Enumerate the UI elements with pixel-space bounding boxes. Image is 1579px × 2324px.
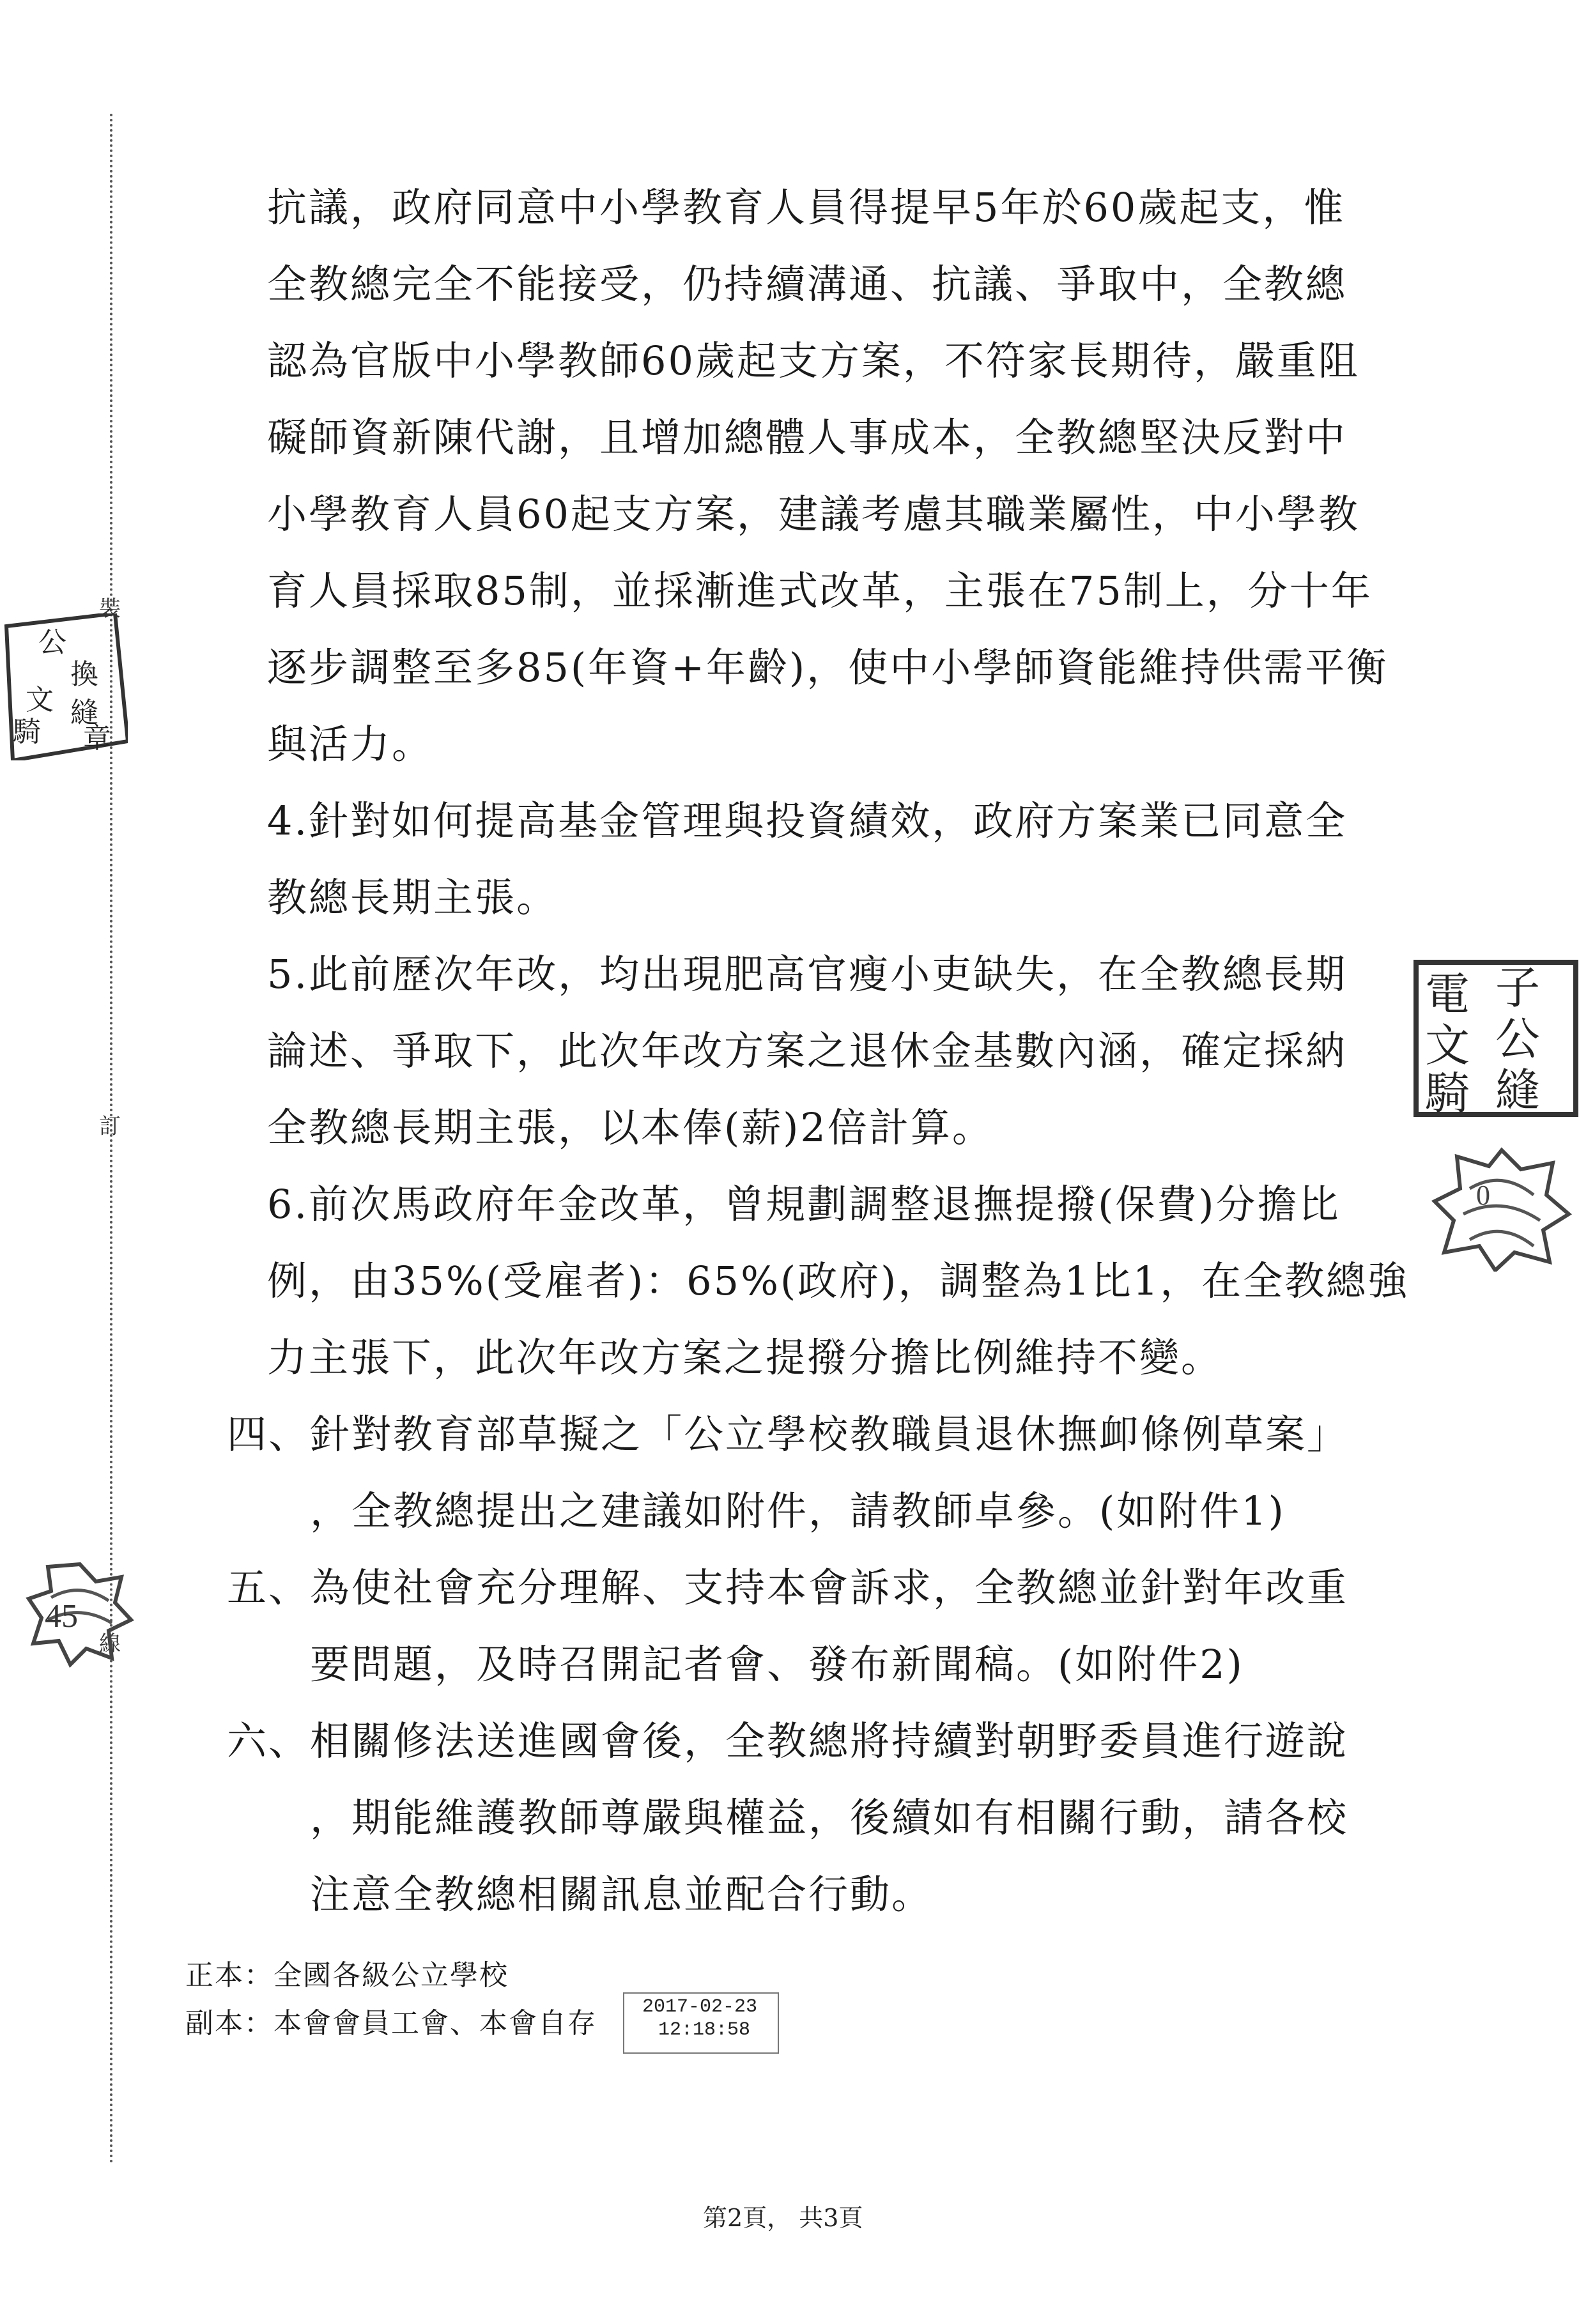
body-line: 礙師資新陳代謝，且增加總體人事成本，全教總堅決反對中	[267, 414, 1348, 461]
distribution-copy: 副本：本會會員工會、本會自存	[185, 2007, 597, 2040]
left-seam-stamp	[0, 613, 128, 760]
body-line: 注意全教總相關訊息並配合行動。	[310, 1871, 934, 1918]
left-ornamental-seal	[26, 1559, 134, 1668]
svg-text:縫: 縫	[70, 696, 98, 729]
timestamp-time: 12:18:58	[658, 2019, 751, 2041]
binding-char-zhuang: 裝	[99, 596, 121, 622]
left-seal-number: 45	[45, 1598, 78, 1635]
body-line: 全教總完全不能接受，仍持續溝通、抗議、爭取中，全教總	[267, 261, 1348, 307]
svg-text:文: 文	[1425, 1019, 1470, 1072]
body-line: 論述、爭取下，此次年改方案之退休金基數內涵，確定採納	[267, 1027, 1348, 1074]
body-line: ，全教總提出之建議如附件，請教師卓參。(如附件1)	[310, 1488, 1286, 1534]
svg-text:縫: 縫	[1495, 1064, 1540, 1116]
timestamp-date: 2017-02-23	[642, 1996, 758, 2018]
right-seal-number: 0	[1476, 1180, 1490, 1211]
right-ornamental-seal	[1431, 1144, 1572, 1272]
svg-text:文: 文	[26, 684, 54, 716]
svg-text:騎: 騎	[13, 716, 41, 748]
svg-text:公: 公	[1495, 1013, 1540, 1065]
svg-text:子: 子	[1495, 962, 1540, 1014]
body-line: ，期能維護教師尊嚴與權益，後續如有相關行動，請各校	[310, 1794, 1349, 1841]
body-line: 小學教育人員60起支方案，建議考慮其職業屬性，中小學教	[267, 491, 1360, 537]
body-line: 與活力。	[267, 721, 434, 767]
body-line: 4.針對如何提高基金管理與投資績效，政府方案業已同意全	[267, 797, 1348, 844]
body-line: 5.此前歷次年改，均出現肥高官瘦小吏缺失，在全教總長期	[267, 951, 1348, 997]
body-line: 全教總長期主張，以本俸(薪)2倍計算。	[267, 1104, 994, 1151]
svg-text:電: 電	[1425, 968, 1470, 1020]
body-line: 要問題，及時召開記者會、發布新聞稿。(如附件2)	[310, 1641, 1244, 1688]
body-line: 力主張下，此次年改方案之提撥分擔比例維持不變。	[267, 1334, 1223, 1381]
binding-char-ding: 訂	[99, 1114, 121, 1139]
body-line: 四、針對教育部草擬之「公立學校教職員退休撫卹條例草案」	[227, 1411, 1349, 1458]
page-number: 第2頁， 共3頁	[703, 2204, 863, 2232]
body-line: 例，由35%(受雇者)：65%(政府)，調整為1比1，在全教總強	[267, 1258, 1410, 1304]
body-line: 五、為使社會充分理解、支持本會訴求，全教總並針對年改重	[227, 1564, 1349, 1611]
body-line: 六、相關修法送進國會後，全教總將持續對朝野委員進行遊說	[227, 1718, 1349, 1764]
svg-text:公: 公	[38, 626, 66, 659]
body-line: 6.前次馬政府年金改革，曾規劃調整退撫提撥(保費)分擔比	[267, 1181, 1341, 1227]
body-line: 認為官版中小學教師60歲起支方案，不符家長期待，嚴重阻	[267, 337, 1360, 384]
body-line: 逐步調整至多85(年資+年齡)，使中小學師資能維持供需平衡	[267, 644, 1389, 691]
right-seam-stamp	[1412, 958, 1579, 1118]
svg-text:騎: 騎	[1425, 1067, 1470, 1118]
binding-char-xian: 線	[99, 1631, 121, 1657]
body-line: 抗議，政府同意中小學教育人員得提早5年於60歲起支，惟	[267, 184, 1346, 231]
svg-text:章: 章	[83, 722, 111, 755]
distribution-primary: 正本：全國各級公立學校	[185, 1959, 509, 1992]
body-line: 育人員採取85制，並採漸進式改革，主張在75制上，分十年	[267, 567, 1373, 614]
body-line: 教總長期主張。	[267, 874, 558, 921]
svg-text:換: 換	[70, 658, 98, 691]
